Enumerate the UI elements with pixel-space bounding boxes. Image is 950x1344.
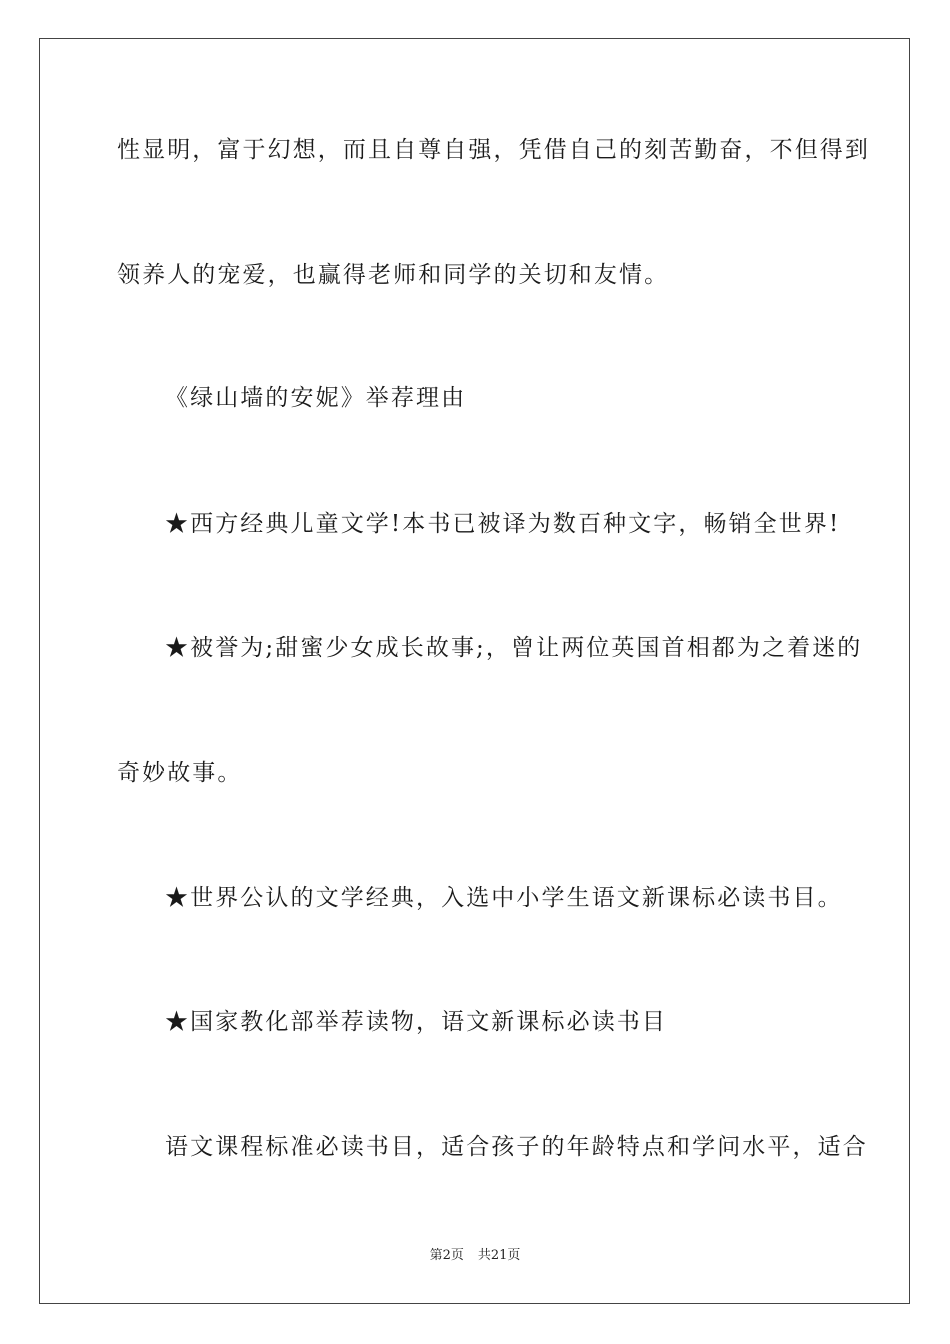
page-number: 第2页 <box>429 1248 464 1263</box>
section-heading: 《绿山墙的安妮》举荐理由 <box>165 385 467 411</box>
bullet-line-2: ★被誉为;甜蜜少女成长故事;，曾让两位英国首相都为之着迷的 <box>165 635 863 661</box>
body-line-1: 性显明，富于幻想，而且自尊自强，凭借自己的刻苦勤奋，不但得到 <box>117 137 870 163</box>
bullet-line-2-continued: 奇妙故事。 <box>117 760 243 786</box>
page-total: 共21页 <box>477 1248 521 1263</box>
bullet-line-3: ★世界公认的文学经典，入选中小学生语文新课标必读书目。 <box>165 885 843 911</box>
body-line-2: 领养人的宠爱，也赢得老师和同学的关切和友情。 <box>117 262 670 288</box>
body-line-last: 语文课程标准必读书目，适合孩子的年龄特点和学问水平，适合 <box>165 1134 868 1160</box>
page-frame <box>39 38 910 1304</box>
page-footer <box>0 1247 950 1265</box>
bullet-line-1: ★西方经典儿童文学!本书已被译为数百种文字，畅销全世界! <box>165 511 841 537</box>
bullet-line-4: ★国家教化部举荐读物，语文新课标必读书目 <box>165 1009 667 1035</box>
